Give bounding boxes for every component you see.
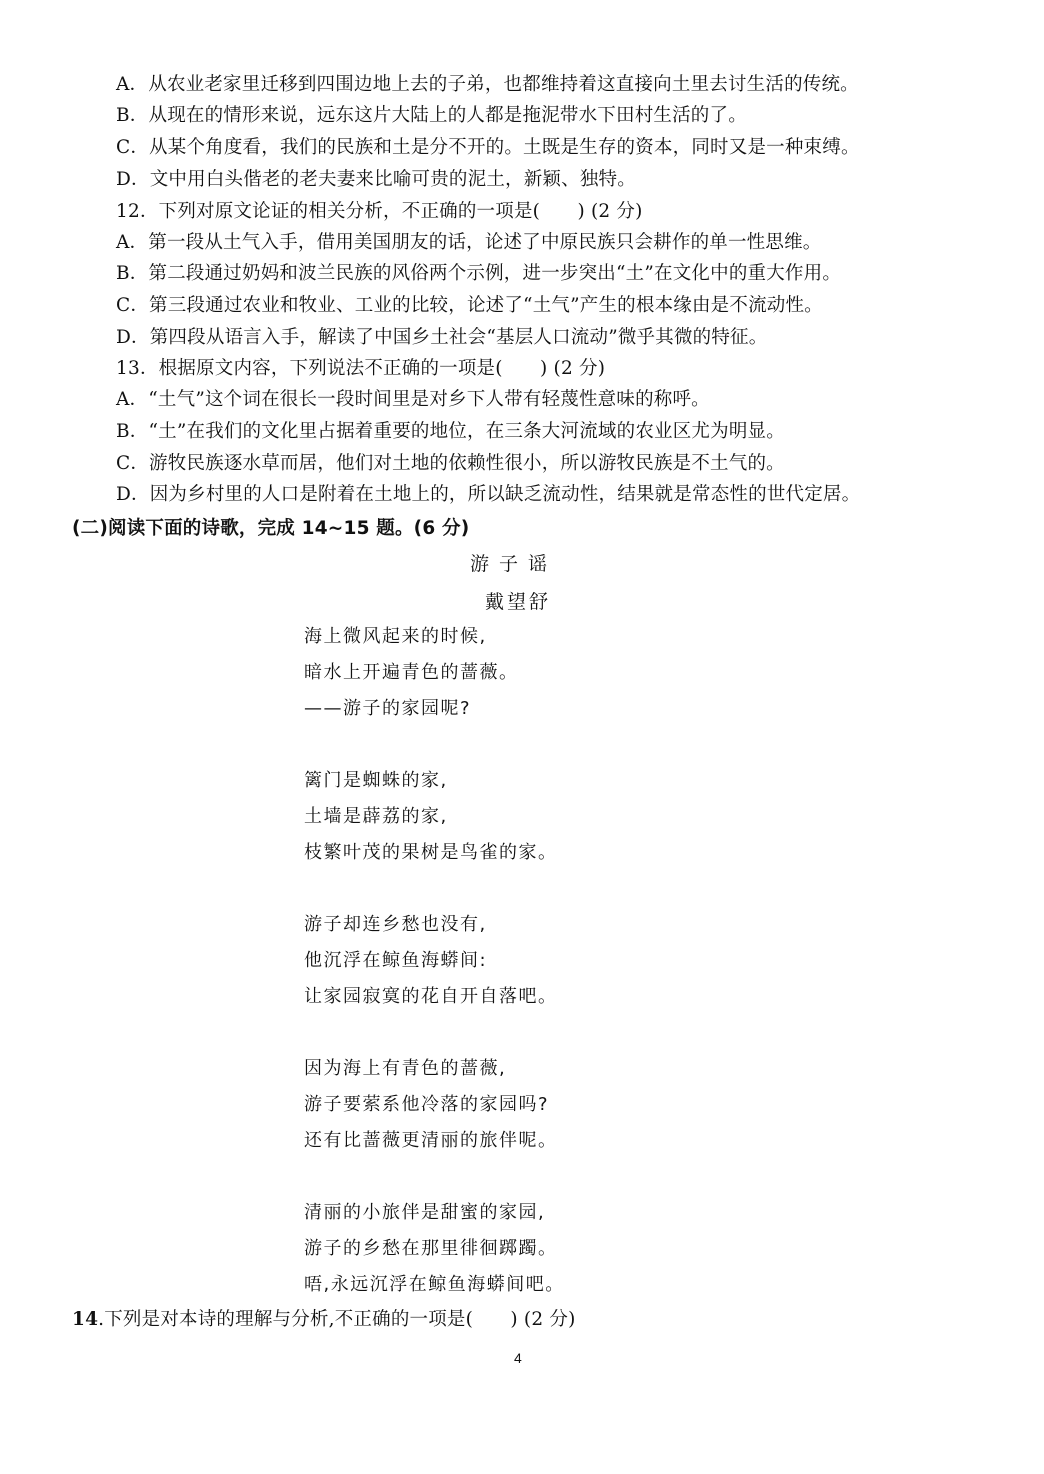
q12-option-d: D．第四段从语言入手，解读了中国乡土社会“基层人口流动”微乎其微的特征。 (116, 327, 768, 348)
poem-line: 海上微风起来的时候, (304, 626, 487, 647)
q13-stem: 13．根据原文内容，下列说法不正确的一项是( ) (2 分) (116, 358, 606, 379)
q11-option-d: D．文中用白头偕老的老夫妻来比喻可贵的泥土，新颖、独特。 (116, 169, 636, 190)
poem-line: 暗水上开遍青色的蔷薇。 (304, 662, 519, 683)
q11-option-b: B．从现在的情形来说，远东这片大陆上的人都是拖泥带水下田村生活的了。 (116, 105, 747, 126)
poem-line: 让家园寂寞的花自开自落吧。 (304, 986, 558, 1007)
q14-text: .下列是对本诗的理解与分析,不正确的一项是( ) (2 分) (98, 1309, 576, 1330)
q13-option-b: B．“土”在我们的文化里占据着重要的地位，在三条大河流域的农业区尤为明显。 (116, 421, 785, 442)
poem-line: 篱门是蜘蛛的家, (304, 770, 448, 791)
q13-option-a: A．“土气”这个词在很长一段时间里是对乡下人带有轻蔑性意味的称呼。 (116, 389, 710, 410)
q13-option-d: D．因为乡村里的人口是附着在土地上的，所以缺乏流动性，结果就是常态性的世代定居。 (116, 484, 861, 505)
poem-line: 游子的乡愁在那里徘徊踯躅。 (304, 1238, 558, 1259)
q13-option-c: C．游牧民族逐水草而居，他们对土地的依赖性很小，所以游牧民族是不土气的。 (116, 453, 785, 474)
poem-line: 唔,永远沉浮在鲸鱼海蟒间吧。 (304, 1274, 565, 1295)
q12-stem: 12．下列对原文论证的相关分析，不正确的一项是( ) (2 分) (116, 201, 643, 222)
section-heading: (二)阅读下面的诗歌，完成 14~15 题。(6 分) (72, 518, 470, 539)
poem-line: 因为海上有青色的蔷薇, (304, 1058, 507, 1079)
q14-number: 14 (72, 1309, 99, 1330)
poem-line: 清丽的小旅伴是甜蜜的家园, (304, 1202, 546, 1223)
q12-option-c: C．第三段通过农业和牧业、工业的比较，论述了“土气”产生的根本缘由是不流动性。 (116, 295, 823, 316)
q11-option-c: C．从某个角度看，我们的民族和土是分不开的。土既是生存的资本，同时又是一种束缚。 (116, 137, 860, 158)
poem-line: 他沉浮在鲸鱼海蟒间: (304, 950, 488, 971)
q12-option-a: A．第一段从土气入手，借用美国朋友的话，论述了中原民族只会耕作的单一性思维。 (116, 232, 822, 253)
page-number: 4 (514, 1350, 522, 1366)
poem-line: 土墙是薜荔的家, (304, 806, 448, 827)
poem-line: 枝繁叶茂的果树是鸟雀的家。 (304, 842, 558, 863)
q14-stem (72, 1307, 576, 1333)
q12-option-b: B．第二段通过奶妈和波兰民族的风俗两个示例，进一步突出“土”在文化中的重大作用。 (116, 263, 842, 284)
poem-line: ——游子的家园呢? (304, 698, 472, 719)
poem-line: 还有比蔷薇更清丽的旅伴呢。 (304, 1130, 558, 1151)
q11-option-a: A．从农业老家里迁移到四围边地上去的子弟，也都维持着这直接向土里去讨生活的传统。 (116, 74, 859, 95)
poem-title: 游子谣 (470, 553, 558, 575)
poem-author: 戴望舒 (485, 591, 552, 613)
poem-line: 游子要萦系他冷落的家园吗? (304, 1094, 550, 1115)
poem-line: 游子却连乡愁也没有, (304, 914, 487, 935)
